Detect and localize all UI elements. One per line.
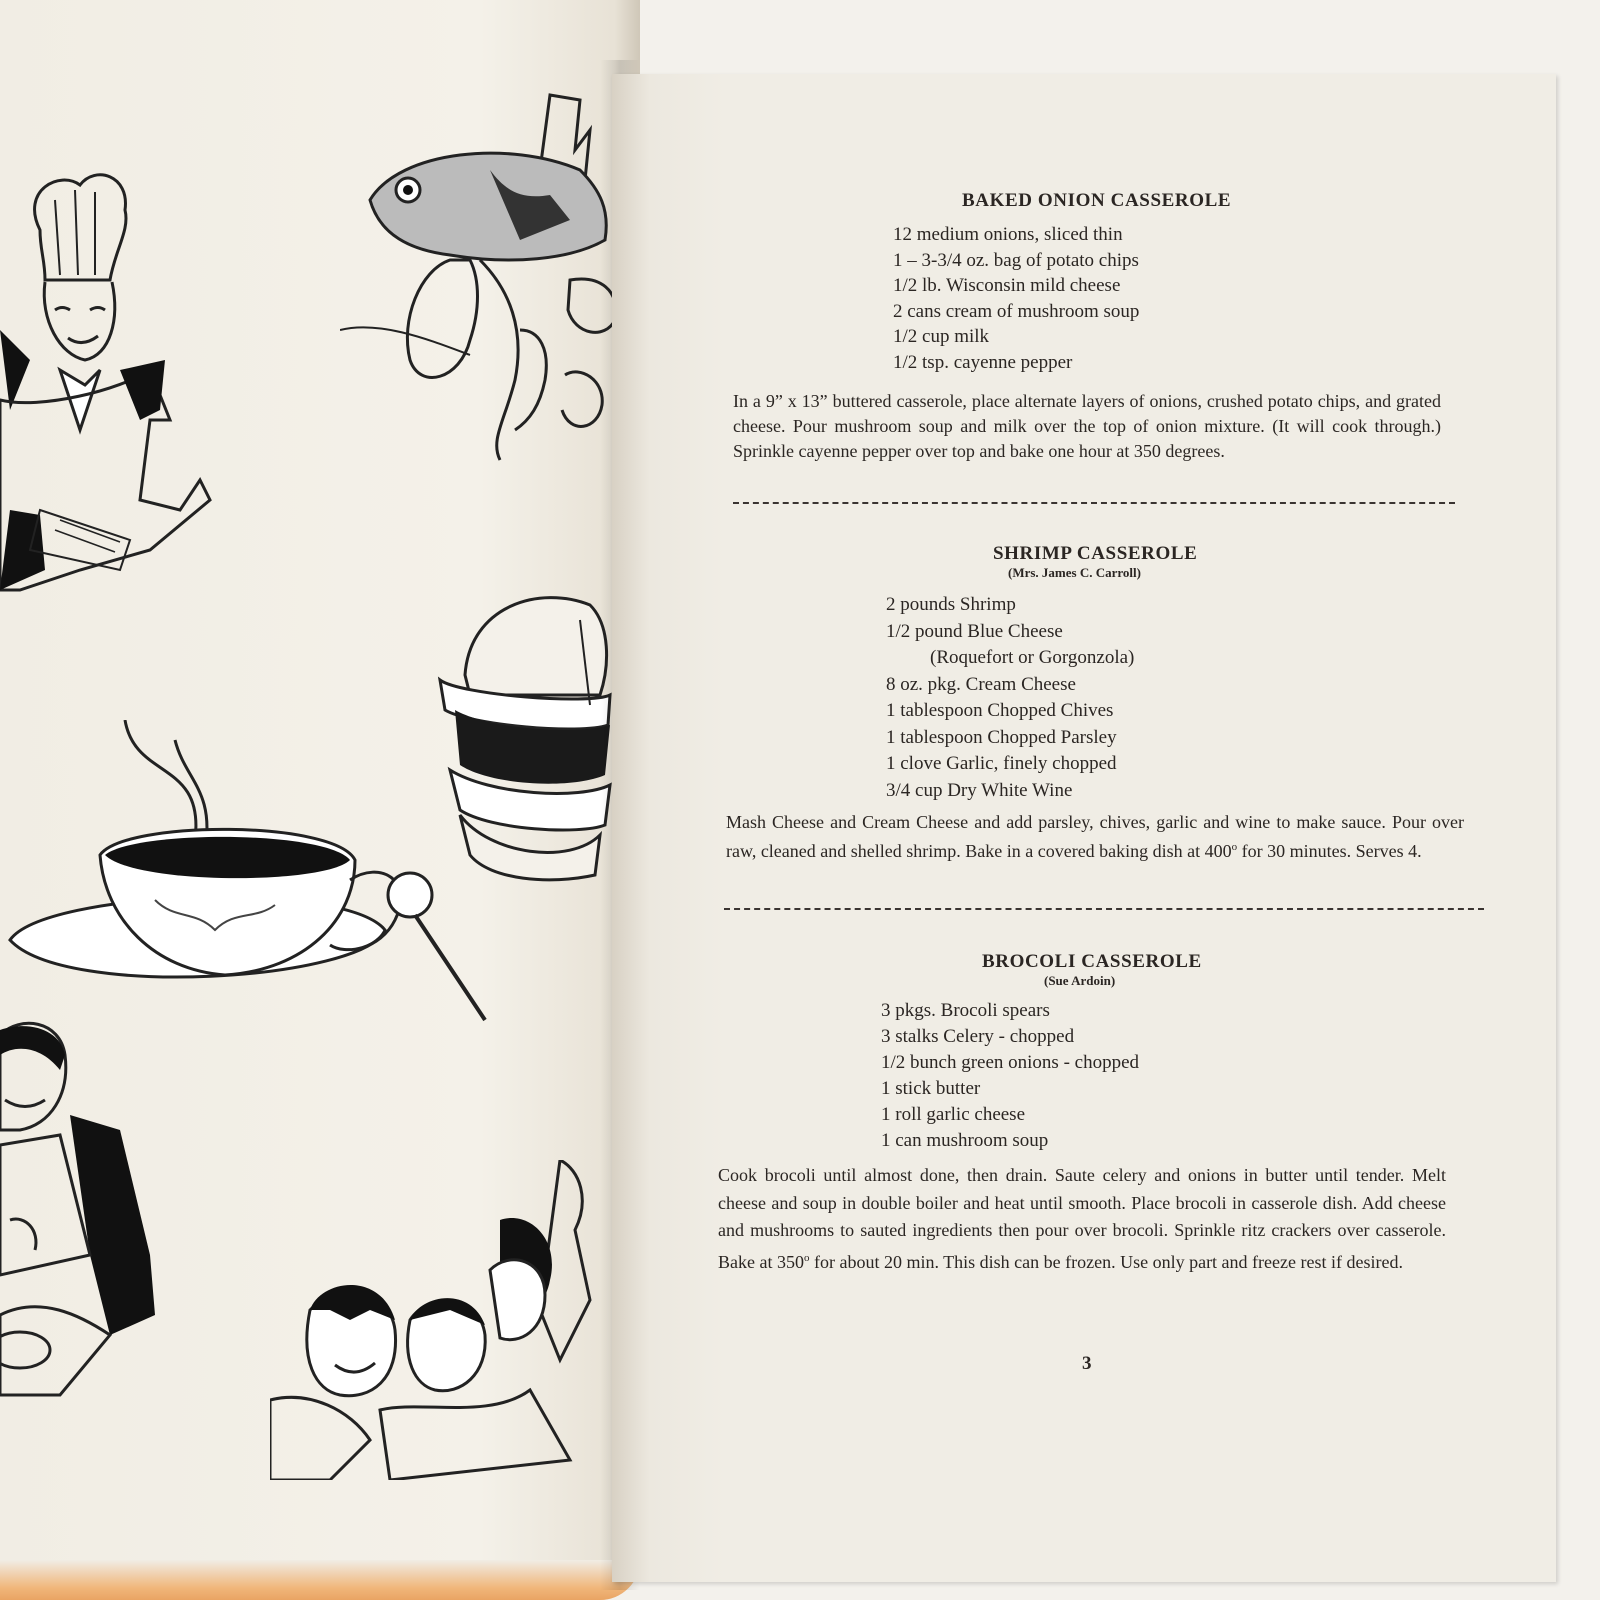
chef-illustration — [0, 170, 230, 620]
ingredient: 1 tablespoon Chopped Chives — [886, 700, 1114, 721]
ingredient: 1 clove Garlic, finely chopped — [886, 753, 1117, 774]
ingredient: 1 – 3-3/4 oz. bag of potato chips — [893, 249, 1139, 271]
ingredient: 1/2 lb. Wisconsin mild cheese — [893, 275, 1121, 296]
waiter-illustration — [0, 1015, 170, 1415]
recipe-title: BROCOLI CASSEROLE — [982, 951, 1202, 972]
ingredient: 1/2 pound Blue Cheese — [886, 620, 1063, 642]
ingredient: 2 pounds Shrimp — [886, 594, 1016, 615]
ingredient: 3 stalks Celery - chopped — [881, 1026, 1075, 1047]
ingredient: 1/2 tsp. cayenne pepper — [893, 351, 1073, 373]
ingredient: 12 medium onions, sliced thin — [893, 224, 1123, 245]
ingredient: 1 stick butter — [881, 1078, 981, 1099]
ingredient-list — [881, 998, 1139, 1154]
recipe-divider — [733, 502, 1455, 504]
ingredient: 1 roll garlic cheese — [881, 1104, 1026, 1125]
children-illustration — [270, 1160, 600, 1480]
recipe-divider — [724, 908, 1484, 910]
directions-text: for 30 minutes. Serves 4. — [1237, 841, 1422, 861]
seafood-illustration — [340, 90, 630, 480]
recipe-credit: (Mrs. James C. Carroll) — [1008, 565, 1141, 580]
recipe-directions: In a 9” x 13” buttered casserole, place alternate layers of onions, crushed potato chips, and grated cheese. Pour mushroom soup and milk over the top of onion mixture. (It will cook through.) Sprinkle cayenne pepper over top and bake one hour at 350 degrees. — [733, 391, 1441, 461]
directions-text: Cook brocoli until almost done, then drain. Saute celery and onions in butter until tender. Melt cheese and soup in double boiler and heat until smooth. Place brocoli in casserole dish. Add cheese and mushrooms to sauted ingredients then pour over brocoli. Sprinkle ritz crackers over casserole. Bake at 350 — [718, 1165, 1446, 1272]
page-edge — [0, 1560, 640, 1600]
ingredient-note: (Roquefort or Gorgonzola) — [930, 647, 1135, 668]
ingredient: 3/4 cup Dry White Wine — [886, 779, 1073, 801]
directions-text: Mash Cheese and Cream Cheese and add parsley, chives, garlic and wine to make sauce. Pour over raw, cleaned and shelled shrimp. Bake in a covered baking dish at 400 — [726, 812, 1464, 861]
recipe-credit: (Sue Ardoin) — [1044, 973, 1116, 988]
ingredient: 2 cans cream of mushroom soup — [893, 300, 1140, 322]
ingredient: 1/2 bunch green onions - chopped — [881, 1052, 1140, 1073]
degree-mark: o — [803, 1251, 810, 1264]
ingredient: 3 pkgs. Brocoli spears — [881, 1000, 1050, 1021]
degree-mark: o — [1231, 841, 1238, 853]
left-page — [0, 0, 640, 1600]
teacup-illustration — [5, 720, 495, 1040]
directions-text: for about 20 min. This dish can be frozen. Use only part and freeze rest if desired. — [809, 1251, 1403, 1272]
ingredient-list — [893, 222, 1139, 375]
ingredient: 1/2 cup milk — [893, 326, 990, 347]
page-number: 3 — [1082, 1353, 1092, 1374]
ingredient: 8 oz. pkg. Cream Cheese — [886, 673, 1076, 695]
ingredient: 1 can mushroom soup — [881, 1130, 1049, 1151]
recipe-directions — [718, 1162, 1446, 1276]
ingredient-list — [886, 592, 1134, 804]
recipe-directions — [726, 810, 1464, 864]
recipe-title: SHRIMP CASSEROLE — [993, 543, 1198, 564]
ingredient: 1 tablespoon Chopped Parsley — [886, 726, 1117, 748]
recipe-title: BAKED ONION CASSEROLE — [962, 190, 1232, 211]
